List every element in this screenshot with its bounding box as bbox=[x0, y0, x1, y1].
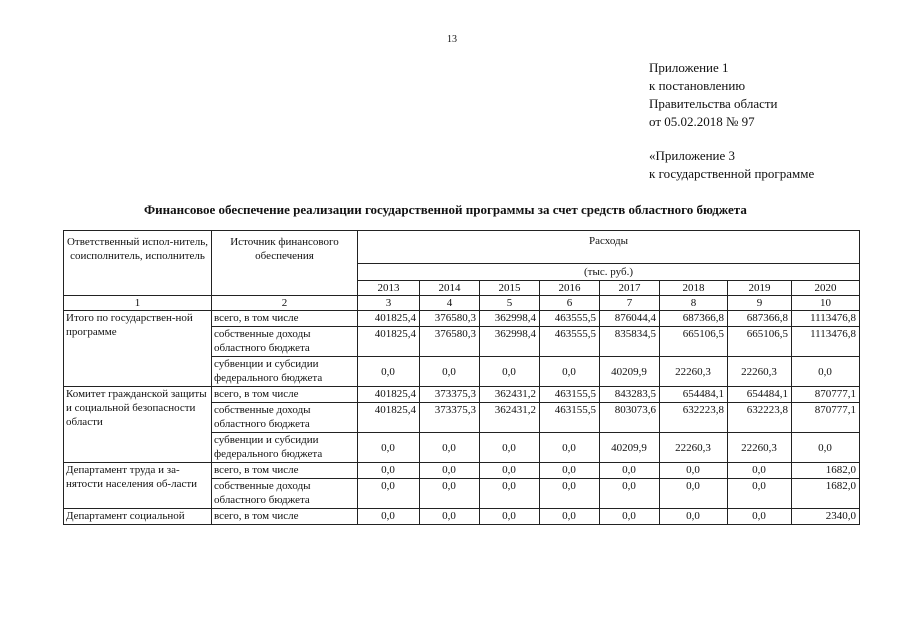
source-cell: собственные доходы областного бюджета bbox=[212, 479, 358, 509]
column-number: 8 bbox=[660, 296, 728, 311]
value-cell: 463155,5 bbox=[540, 387, 600, 403]
column-number: 7 bbox=[600, 296, 660, 311]
table-body bbox=[64, 311, 860, 525]
value-cell: 22260,3 bbox=[660, 357, 728, 387]
budget-table bbox=[63, 230, 860, 525]
source-cell: всего, в том числе bbox=[212, 509, 358, 525]
column-number: 3 bbox=[358, 296, 420, 311]
value-cell: 362998,4 bbox=[480, 311, 540, 327]
value-cell: 463555,5 bbox=[540, 311, 600, 327]
value-cell: 40209,9 bbox=[600, 433, 660, 463]
value-cell: 0,0 bbox=[600, 509, 660, 525]
value-cell: 401825,4 bbox=[358, 403, 420, 433]
header-year: 2016 bbox=[540, 281, 600, 296]
value-cell: 0,0 bbox=[540, 479, 600, 509]
value-cell: 0,0 bbox=[728, 509, 792, 525]
value-cell: 0,0 bbox=[480, 433, 540, 463]
header-year: 2020 bbox=[792, 281, 860, 296]
value-cell: 401825,4 bbox=[358, 327, 420, 357]
value-cell: 22260,3 bbox=[728, 357, 792, 387]
value-cell: 0,0 bbox=[420, 433, 480, 463]
value-cell: 1682,0 bbox=[792, 479, 860, 509]
appendix-3-block bbox=[649, 147, 814, 183]
value-cell: 0,0 bbox=[358, 433, 420, 463]
value-cell: 0,0 bbox=[480, 463, 540, 479]
value-cell: 0,0 bbox=[540, 433, 600, 463]
column-number: 2 bbox=[212, 296, 358, 311]
value-cell: 835834,5 bbox=[600, 327, 660, 357]
value-cell: 843283,5 bbox=[600, 387, 660, 403]
header-executor: Ответственный испол-нитель, соисполнитель, исполнитель bbox=[64, 231, 212, 296]
value-cell: 0,0 bbox=[600, 479, 660, 509]
header-source: Источник финансового обеспечения bbox=[212, 231, 358, 296]
value-cell: 0,0 bbox=[358, 509, 420, 525]
value-cell: 2340,0 bbox=[792, 509, 860, 525]
source-cell: всего, в том числе bbox=[212, 463, 358, 479]
header-unit: (тыс. руб.) bbox=[358, 264, 860, 281]
executor-cell: Комитет гражданской защиты и социальной безопасности области bbox=[64, 387, 212, 463]
value-cell: 373375,3 bbox=[420, 403, 480, 433]
column-number: 1 bbox=[64, 296, 212, 311]
value-cell: 0,0 bbox=[480, 357, 540, 387]
value-cell: 1113476,8 bbox=[792, 311, 860, 327]
source-cell: собственные доходы областного бюджета bbox=[212, 403, 358, 433]
column-number: 5 bbox=[480, 296, 540, 311]
value-cell: 0,0 bbox=[660, 479, 728, 509]
source-cell: собственные доходы областного бюджета bbox=[212, 327, 358, 357]
value-cell: 463555,5 bbox=[540, 327, 600, 357]
source-cell: субвенции и субсидии федерального бюджета bbox=[212, 433, 358, 463]
value-cell: 22260,3 bbox=[728, 433, 792, 463]
column-number: 9 bbox=[728, 296, 792, 311]
appendix-1-line: к постановлению bbox=[649, 78, 746, 93]
column-number: 4 bbox=[420, 296, 480, 311]
value-cell: 40209,9 bbox=[600, 357, 660, 387]
value-cell: 463155,5 bbox=[540, 403, 600, 433]
value-cell: 870777,1 bbox=[792, 403, 860, 433]
executor-cell: Итого по государствен-ной программе bbox=[64, 311, 212, 387]
value-cell: 632223,8 bbox=[660, 403, 728, 433]
appendix-1-line: Правительства области bbox=[649, 96, 778, 111]
value-cell: 362998,4 bbox=[480, 327, 540, 357]
executor-cell: Департамент социальной bbox=[64, 509, 212, 525]
table-row bbox=[64, 509, 860, 525]
value-cell: 0,0 bbox=[480, 509, 540, 525]
page-number: 13 bbox=[447, 34, 457, 45]
value-cell: 401825,4 bbox=[358, 387, 420, 403]
value-cell: 0,0 bbox=[420, 509, 480, 525]
table-row bbox=[64, 311, 860, 327]
source-cell: всего, в том числе bbox=[212, 387, 358, 403]
header-expenses: Расходы bbox=[358, 231, 860, 264]
value-cell: 654484,1 bbox=[728, 387, 792, 403]
value-cell: 0,0 bbox=[420, 463, 480, 479]
value-cell: 665106,5 bbox=[660, 327, 728, 357]
value-cell: 373375,3 bbox=[420, 387, 480, 403]
table-header bbox=[64, 231, 860, 311]
value-cell: 870777,1 bbox=[792, 387, 860, 403]
value-cell: 376580,3 bbox=[420, 327, 480, 357]
value-cell: 0,0 bbox=[358, 357, 420, 387]
value-cell: 0,0 bbox=[540, 463, 600, 479]
value-cell: 22260,3 bbox=[660, 433, 728, 463]
value-cell: 0,0 bbox=[480, 479, 540, 509]
value-cell: 362431,2 bbox=[480, 387, 540, 403]
value-cell: 362431,2 bbox=[480, 403, 540, 433]
executor-cell: Департамент труда и за-нятости населения об-ласти bbox=[64, 463, 212, 509]
value-cell: 0,0 bbox=[600, 463, 660, 479]
value-cell: 654484,1 bbox=[660, 387, 728, 403]
value-cell: 376580,3 bbox=[420, 311, 480, 327]
value-cell: 401825,4 bbox=[358, 311, 420, 327]
value-cell: 665106,5 bbox=[728, 327, 792, 357]
value-cell: 876044,4 bbox=[600, 311, 660, 327]
value-cell: 803073,6 bbox=[600, 403, 660, 433]
value-cell: 1682,0 bbox=[792, 463, 860, 479]
table-row bbox=[64, 463, 860, 479]
value-cell: 687366,8 bbox=[660, 311, 728, 327]
value-cell: 0,0 bbox=[540, 509, 600, 525]
appendix-3-line: «Приложение 3 bbox=[649, 148, 736, 163]
value-cell: 0,0 bbox=[358, 463, 420, 479]
header-year: 2018 bbox=[660, 281, 728, 296]
header-year: 2019 bbox=[728, 281, 792, 296]
appendix-3-line: к государственной программе bbox=[649, 166, 815, 181]
value-cell: 632223,8 bbox=[728, 403, 792, 433]
value-cell: 0,0 bbox=[792, 433, 860, 463]
value-cell: 0,0 bbox=[660, 509, 728, 525]
value-cell: 0,0 bbox=[420, 479, 480, 509]
header-year: 2017 bbox=[600, 281, 660, 296]
source-cell: всего, в том числе bbox=[212, 311, 358, 327]
value-cell: 0,0 bbox=[728, 479, 792, 509]
value-cell: 1113476,8 bbox=[792, 327, 860, 357]
source-cell: субвенции и субсидии федерального бюджета bbox=[212, 357, 358, 387]
table-row bbox=[64, 387, 860, 403]
value-cell: 0,0 bbox=[728, 463, 792, 479]
value-cell: 0,0 bbox=[540, 357, 600, 387]
value-cell: 0,0 bbox=[792, 357, 860, 387]
appendix-1-line: от 05.02.2018 № 97 bbox=[649, 114, 755, 129]
column-number: 6 bbox=[540, 296, 600, 311]
value-cell: 0,0 bbox=[660, 463, 728, 479]
value-cell: 0,0 bbox=[358, 479, 420, 509]
header-year: 2013 bbox=[358, 281, 420, 296]
appendix-1-line: Приложение 1 bbox=[649, 60, 729, 75]
header-year: 2014 bbox=[420, 281, 480, 296]
document-title: Финансовое обеспечение реализации государственной программы за счет средств областного бюджета bbox=[144, 202, 747, 217]
value-cell: 687366,8 bbox=[728, 311, 792, 327]
column-number: 10 bbox=[792, 296, 860, 311]
value-cell: 0,0 bbox=[420, 357, 480, 387]
appendix-1-block bbox=[649, 59, 778, 131]
header-year: 2015 bbox=[480, 281, 540, 296]
